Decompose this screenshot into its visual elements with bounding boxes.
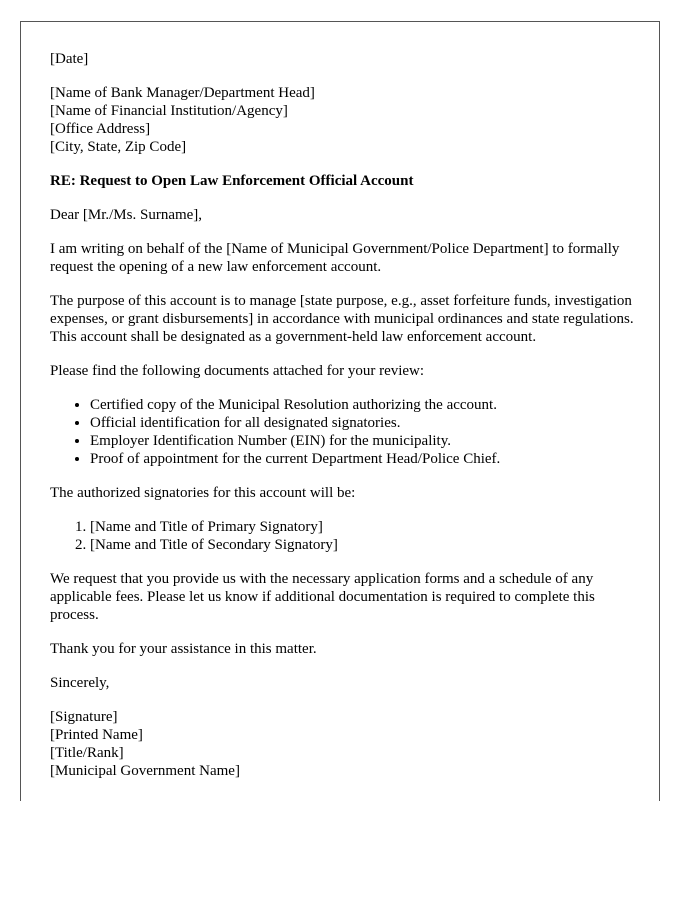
documents-intro: Please find the following documents attached for your review: <box>50 363 425 379</box>
intro-paragraph: I am writing on behalf of the [Name of Municipal Government/Police Department] to formally request the opening of a new law enforcement account. <box>50 241 620 275</box>
subject-line: RE: Request to Open Law Enforcement Official Account <box>50 173 414 189</box>
list-item: • Proof of appointment for the current Department Head/Police Chief. <box>90 450 640 468</box>
letter-date: [Date] <box>50 51 89 67</box>
letter-body <box>50 50 640 796</box>
purpose-paragraph: The purpose of this account is to manage [state purpose, e.g., asset forfeiture funds, investigation expenses, or grant disbursements] in accordance with municipal ordinances and state regulations. This account shall be designated as a government-held law enforcement account. <box>50 293 634 345</box>
municipal-government-name: [Municipal Government Name] <box>50 763 240 779</box>
list-item: • Official identification for all designated signatories. <box>90 414 640 432</box>
signature-block <box>50 708 640 780</box>
letter-page <box>20 21 660 801</box>
list-item: 1. [Name and Title of Primary Signatory] <box>90 518 640 536</box>
signature-placeholder: [Signature] <box>50 709 118 725</box>
recipient-address <box>50 84 640 156</box>
recipient-city-state-zip: [City, State, Zip Code] <box>50 139 187 155</box>
signatories-intro: The authorized signatories for this account will be: <box>50 485 356 501</box>
signatories-list <box>50 518 640 554</box>
thanks-paragraph: Thank you for your assistance in this matter. <box>50 641 317 657</box>
closing: Sincerely, <box>50 675 110 691</box>
recipient-office-address: [Office Address] <box>50 121 151 137</box>
recipient-name: [Name of Bank Manager/Department Head] <box>50 85 315 101</box>
printed-name: [Printed Name] <box>50 727 143 743</box>
list-item: • Certified copy of the Municipal Resolution authorizing the account. <box>90 396 640 414</box>
list-item: 2. [Name and Title of Secondary Signatory] <box>90 536 640 554</box>
title-rank: [Title/Rank] <box>50 745 124 761</box>
list-item: • Employer Identification Number (EIN) for the municipality. <box>90 432 640 450</box>
salutation: Dear [Mr./Ms. Surname], <box>50 207 203 223</box>
recipient-institution: [Name of Financial Institution/Agency] <box>50 103 288 119</box>
request-paragraph: We request that you provide us with the necessary application forms and a schedule of any applicable fees. Please let us know if additional documentation is required to complete this process. <box>50 571 595 623</box>
documents-list <box>50 396 640 468</box>
